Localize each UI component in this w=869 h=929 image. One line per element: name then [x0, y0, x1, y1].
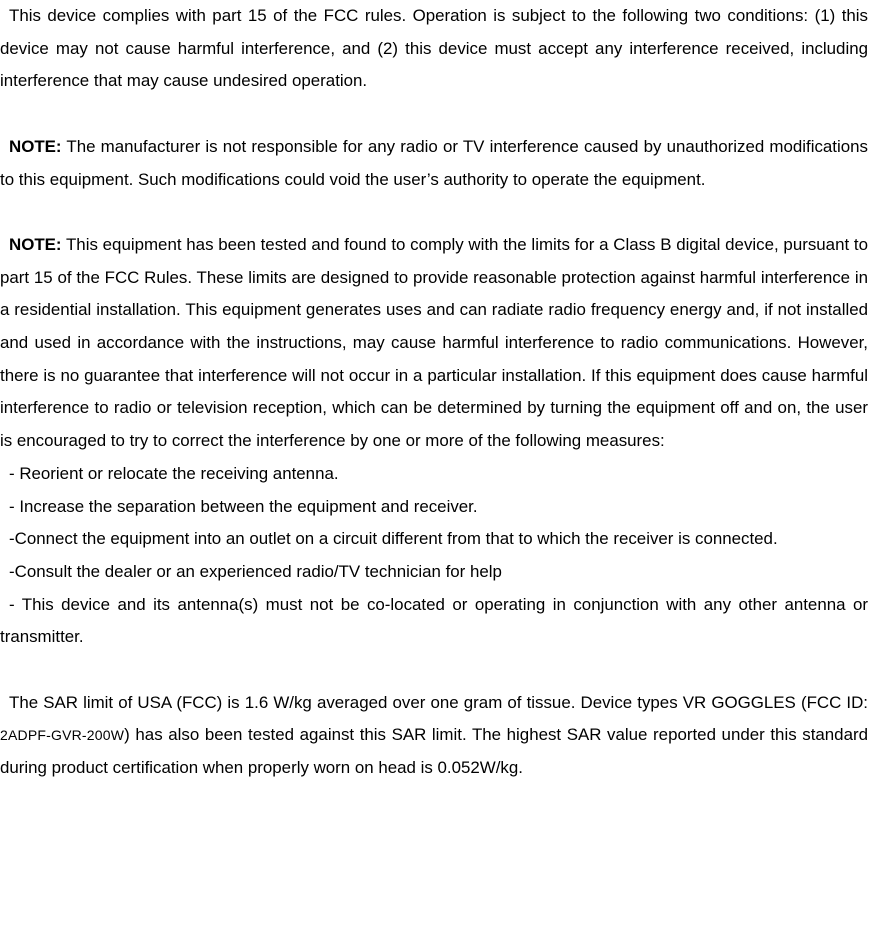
list-item	[0, 491, 868, 524]
note-label: NOTE:	[9, 234, 62, 254]
sar-text-before: The SAR limit of USA (FCC) is 1.6 W/kg averaged over one gram of tissue. Device types VR GOGGLES (FCC ID:	[9, 692, 868, 712]
fcc-id: 2ADPF-GVR-200W	[0, 727, 125, 744]
paragraph-gap	[0, 196, 869, 229]
note-modifications-text: The manufacturer is not responsible for any radio or TV interference caused by unauthorized modifications to this equipment. Such modifications could void the user’s authority to operate the equipment.	[0, 136, 868, 189]
note-class-b-paragraph	[0, 229, 869, 458]
sar-text-after: ) has also been tested against this SAR limit. The highest SAR value reported under this standard during product certification when properly worn on head is 0.052W/kg.	[0, 725, 868, 778]
paragraph-gap	[0, 98, 869, 131]
measure-co-location: - This device and its antenna(s) must not be co-located or operating in conjunction with any other antenna or transmitter.	[0, 594, 868, 647]
note-label: NOTE:	[9, 136, 62, 156]
sar-paragraph	[0, 687, 869, 785]
note-modifications-paragraph	[0, 131, 869, 196]
fcc-rules-paragraph	[0, 0, 869, 98]
measures-list	[0, 458, 869, 654]
list-item	[0, 589, 868, 654]
measure-increase-separation: - Increase the separation between the equipment and receiver.	[9, 496, 478, 516]
list-item	[0, 556, 868, 589]
fcc-rules-text: This device complies with part 15 of the FCC rules. Operation is subject to the following two conditions: (1) this device may not cause harmful interference, and (2) this device must accept any interference received, including interference that may cause undesired operation.	[0, 6, 868, 91]
list-item	[0, 458, 868, 491]
list-item	[0, 523, 868, 556]
note-class-b-text: This equipment has been tested and found to comply with the limits for a Class B digital device, pursuant to part 15 of the FCC Rules. These limits are designed to provide reasonable protection against harmful interference in a residential installation. This equipment generates uses and can radiate radio frequency energy and, if not installed and used in accordance with the instructions, may cause harmful interference to radio communications. However, there is no guarantee that interference will not occur in a particular installation. If this equipment does cause harmful interference to radio or television reception, which can be determined by turning the equipment off and on, the user is encouraged to try to correct the interference by one or more of the following measures:	[0, 234, 868, 451]
measure-connect-outlet: -Connect the equipment into an outlet on a circuit different from that to which the receiver is connected.	[9, 529, 778, 549]
paragraph-gap	[0, 654, 869, 687]
measure-reorient-antenna: - Reorient or relocate the receiving antenna.	[9, 463, 339, 483]
measure-consult-dealer: -Consult the dealer or an experienced radio/TV technician for help	[9, 561, 502, 581]
